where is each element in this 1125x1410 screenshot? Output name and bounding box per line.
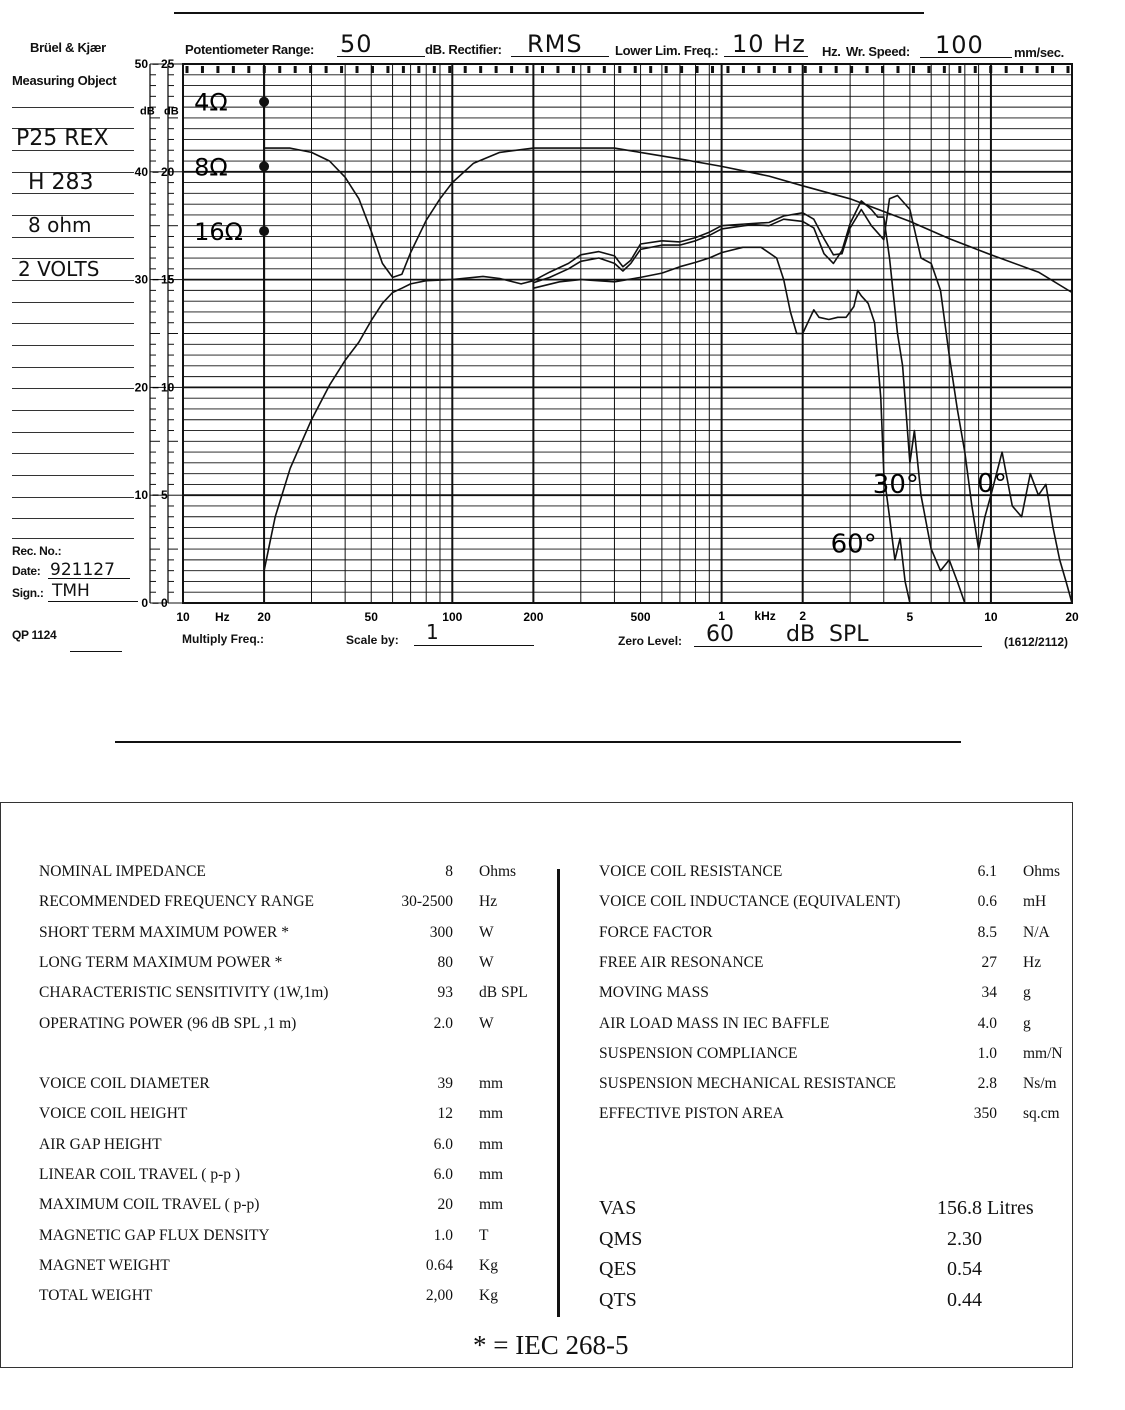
- paper-tick: [958, 66, 961, 73]
- spec-derived-label: VAS: [599, 1197, 637, 1219]
- y-tick-label-right: 10: [161, 380, 175, 395]
- y-tick-label-right: 5: [161, 488, 168, 503]
- lower-lim-label: Lower Lim. Freq.:: [615, 43, 719, 58]
- y-tick-label-left: 30: [134, 272, 148, 287]
- spec-left-value: 2,00: [425, 1287, 453, 1305]
- impedance-marker-dot: [259, 97, 269, 107]
- spec-right-value: 6.1: [977, 863, 997, 880]
- paper-tick: [1005, 66, 1008, 73]
- y-tick-label-dash: −: [152, 380, 160, 395]
- paper-tick: [386, 66, 389, 73]
- spec-right-value: 4.0: [977, 1014, 997, 1032]
- spec-right-label: FORCE FACTOR: [599, 923, 713, 941]
- series-0-line: [264, 196, 1072, 604]
- paper-tick: [603, 66, 606, 73]
- paper-tick: [866, 66, 869, 73]
- spec-left-unit: dB SPL: [479, 984, 528, 1002]
- paper-tick: [201, 66, 204, 73]
- spec-left-value: 30-2500: [401, 893, 453, 911]
- chart-series: [264, 148, 1072, 603]
- zero-level-unit: dB SPL: [786, 622, 869, 647]
- date-value: 921127: [50, 560, 115, 580]
- spec-right-label: VOICE COIL INDUCTANCE (EQUIVALENT): [599, 893, 901, 911]
- spec-right-value: 2.8: [977, 1075, 997, 1093]
- spec-left-value: 80: [437, 953, 453, 971]
- spec-derived-value: 2.30: [947, 1227, 982, 1250]
- angle-annotation: 30°: [872, 470, 919, 501]
- spec-derived-label: QMS: [599, 1227, 643, 1250]
- paper-tick: [541, 66, 544, 73]
- paper-tick: [835, 66, 838, 73]
- spec-left-value: 20: [437, 1196, 453, 1214]
- rec-no-label: Rec. No.:: [12, 544, 62, 558]
- paper-tick: [309, 66, 312, 73]
- spec-right-unit: Ohms: [1023, 863, 1061, 880]
- spec-left-label: OPERATING POWER (96 dB SPL ,1 m): [39, 1014, 297, 1032]
- x-tick-label: 20: [1065, 610, 1079, 624]
- spec-left-unit: Kg: [479, 1287, 498, 1305]
- paper-tick: [989, 66, 992, 73]
- y-tick-label-left: 40: [134, 164, 148, 179]
- spec-right-value: 34: [981, 984, 997, 1002]
- paper-tick: [340, 66, 343, 73]
- pot-range-label: Potentiometer Range:: [185, 42, 315, 57]
- paper-tick: [479, 66, 482, 73]
- lower-lim-value: 10 Hz: [732, 30, 806, 58]
- paper-tick: [927, 66, 930, 73]
- rectifier-value: RMS: [527, 30, 583, 58]
- spec-footnote: * = IEC 268-5: [473, 1330, 629, 1360]
- spec-right-unit: N/A: [1023, 923, 1050, 941]
- paper-tick: [448, 66, 451, 73]
- paper-tick: [649, 66, 652, 73]
- spec-right-unit: mH: [1023, 893, 1047, 911]
- paper-tick: [464, 66, 467, 73]
- chart-impedance-markers: [194, 64, 269, 334]
- spec-left-value: 300: [429, 923, 453, 941]
- spec-left-unit: mm: [479, 1135, 504, 1153]
- spec-right-value: 1.0: [977, 1044, 997, 1062]
- object-line-2: H 283: [28, 170, 94, 195]
- paper-tick: [881, 66, 884, 73]
- form-code: QP 1124: [12, 628, 57, 642]
- paper-tick: [356, 66, 359, 73]
- zero-level-value: 60: [706, 622, 734, 647]
- impedance-marker-label: 4Ω: [194, 88, 228, 117]
- spec-left-unit: mm: [479, 1166, 504, 1183]
- spec-left-label: NOMINAL IMPEDANCE: [39, 863, 206, 880]
- spec-left-label: LINEAR COIL TRAVEL ( p-p ): [39, 1166, 241, 1183]
- y-tick-label-dash: −: [152, 596, 160, 610]
- x-tick-label: 1: [718, 609, 725, 623]
- spec-left-label: TOTAL WEIGHT: [39, 1287, 153, 1305]
- spec-right-value: 350: [973, 1105, 997, 1123]
- spec-left-label: AIR GAP HEIGHT: [39, 1135, 162, 1153]
- paper-tick: [186, 66, 189, 73]
- impedance-marker-label: 16Ω: [194, 218, 243, 247]
- paper-tick: [742, 66, 745, 73]
- date-label: Date:: [12, 564, 41, 578]
- paper-tick: [618, 66, 621, 73]
- zero-level-label: Zero Level:: [618, 634, 683, 648]
- spec-left-unit: T: [479, 1226, 489, 1244]
- y-tick-label-dash: −: [152, 272, 160, 287]
- y-tick-label-left: 50: [134, 57, 148, 71]
- chart-tick-labels: [135, 57, 1079, 624]
- spec-right-unit: g: [1023, 1014, 1031, 1032]
- chart-grid: [183, 64, 1072, 603]
- wr-speed-label: Wr. Speed:: [846, 44, 910, 59]
- y-tick-label-right: 20: [161, 164, 175, 179]
- spec-left-unit: W: [479, 923, 494, 941]
- spec-right-unit: mm/N: [1023, 1044, 1063, 1062]
- y-tick-label-left: 20: [134, 380, 148, 395]
- y-tick-label-right: 0: [161, 596, 168, 610]
- x-tick-label: kHz: [754, 609, 776, 623]
- spec-left-value: 2.0: [433, 1014, 453, 1032]
- paper-tick: [726, 66, 729, 73]
- paper-tick: [804, 66, 807, 73]
- spec-left-label: CHARACTERISTIC SENSITIVITY (1W,1m): [39, 984, 329, 1002]
- paper-tick: [680, 66, 683, 73]
- form-reference: (1612/2112): [1004, 635, 1069, 649]
- spec-divider: [557, 869, 560, 1317]
- sign-value: TMH: [52, 581, 90, 601]
- paper-tick: [232, 66, 235, 73]
- paper-tick: [1051, 66, 1054, 73]
- chart-annotations: [831, 469, 1007, 559]
- spec-right-label: MOVING MASS: [599, 984, 709, 1002]
- paper-tick: [1067, 66, 1070, 73]
- paper-tick: [526, 66, 529, 73]
- x-tick-label: 50: [364, 610, 378, 624]
- spec-left-value: 12: [437, 1105, 453, 1123]
- angle-annotation: 60°: [830, 529, 877, 560]
- pot-range-value: 50: [340, 30, 373, 58]
- paper-tick: [974, 66, 977, 73]
- x-tick-label: Hz: [215, 610, 230, 624]
- y-tick-label-left: 10: [134, 488, 148, 503]
- spec-right-label: SUSPENSION MECHANICAL RESISTANCE: [599, 1075, 897, 1093]
- rectifier-label: dB. Rectifier:: [425, 42, 502, 57]
- spec-derived-value: 0.44: [947, 1288, 982, 1311]
- spec-left-label: MAGNET WEIGHT: [39, 1256, 170, 1274]
- sign-label: Sign.:: [12, 586, 44, 600]
- spec-left-value: 0.64: [425, 1256, 453, 1274]
- spec-left-unit: W: [479, 953, 494, 971]
- y-tick-label-right: 15: [161, 272, 175, 287]
- angle-annotation: 0°: [977, 468, 1007, 499]
- paper-tick: [665, 66, 668, 73]
- spec-left-unit: Hz: [479, 893, 498, 911]
- paper-tick: [1020, 66, 1023, 73]
- x-tick-label: 200: [523, 610, 544, 624]
- paper-tick: [634, 66, 637, 73]
- y-tick-label-right: 25: [161, 57, 175, 71]
- spec-left-value: 39: [437, 1075, 453, 1093]
- spec-left-unit: Kg: [479, 1256, 498, 1274]
- scale-by-value: 1: [426, 620, 439, 644]
- scale-by-underline: [414, 645, 534, 646]
- spec-right-label: VOICE COIL RESISTANCE: [599, 863, 783, 880]
- spec-right-label: SUSPENSION COMPLIANCE: [599, 1044, 798, 1062]
- paper-tick: [896, 66, 899, 73]
- spec-left-unit: mm: [479, 1196, 504, 1214]
- spec-left-value: 6.0: [433, 1166, 453, 1183]
- paper-tick: [850, 66, 853, 73]
- paper-tick: [572, 66, 575, 73]
- paper-tick: [371, 66, 374, 73]
- paper-tick: [819, 66, 822, 73]
- paper-tick: [278, 66, 281, 73]
- x-tick-label: 100: [442, 610, 463, 624]
- spec-left-value: 8: [445, 863, 453, 880]
- wr-speed-value: 100: [935, 31, 984, 59]
- scale-by-label: Scale by:: [346, 633, 399, 647]
- spec-right-label: EFFECTIVE PISTON AREA: [599, 1105, 784, 1123]
- paper-tick: [943, 66, 946, 73]
- paper-tick: [247, 66, 250, 73]
- spec-left-label: VOICE COIL HEIGHT: [39, 1105, 188, 1123]
- impedance-marker-dot: [259, 161, 269, 171]
- x-tick-label: 10: [984, 610, 998, 624]
- spec-left-unit: mm: [479, 1105, 504, 1123]
- paper-tick: [711, 66, 714, 73]
- paper-tick: [417, 66, 420, 73]
- spec-right-unit: Ns/m: [1023, 1075, 1057, 1093]
- spec-derived-label: QES: [599, 1258, 637, 1280]
- paper-tick: [325, 66, 328, 73]
- paper-tick: [495, 66, 498, 73]
- spec-right-unit: Hz: [1023, 953, 1042, 971]
- spec-left-value: 93: [437, 984, 453, 1002]
- y-unit-left: dB: [140, 105, 155, 118]
- spec-left-unit: W: [479, 1014, 494, 1032]
- spec-derived-label: QTS: [599, 1288, 637, 1311]
- paper-tick: [216, 66, 219, 73]
- x-tick-label: 2: [799, 609, 807, 623]
- x-tick-label: 5: [906, 610, 914, 624]
- paper-tick: [912, 66, 915, 73]
- x-tick-label: 10: [176, 610, 190, 624]
- spec-right-unit: sq.cm: [1023, 1105, 1060, 1123]
- paper-tick: [587, 66, 590, 73]
- spec-right-label: FREE AIR RESONANCE: [599, 953, 764, 971]
- spec-left-unit: Ohms: [479, 863, 517, 880]
- spec-left-value: 6.0: [433, 1135, 453, 1153]
- paper-tick: [1036, 66, 1039, 73]
- paper-tick: [294, 66, 297, 73]
- specifications-panel: [0, 802, 1073, 1368]
- spec-right-label: AIR LOAD MASS IN IEC BAFFLE: [599, 1014, 830, 1032]
- spec-right-value: 0.6: [977, 893, 997, 911]
- wr-speed-unit: mm/sec.: [1014, 45, 1064, 60]
- paper-tick: [556, 66, 559, 73]
- object-line-4: 2 VOLTS: [18, 257, 100, 281]
- y-tick-label-dash: −: [152, 57, 160, 71]
- object-line-1: P25 REX: [16, 126, 109, 151]
- paper-tick: [510, 66, 513, 73]
- spec-derived-value: 156.8 Litres: [937, 1197, 1034, 1219]
- paper-tick: [402, 66, 405, 73]
- spec-left-label: SHORT TERM MAXIMUM POWER *: [39, 923, 289, 941]
- spec-left-value: 1.0: [433, 1226, 453, 1244]
- impedance-marker-label: 8Ω: [194, 153, 228, 182]
- x-tick-label: 20: [257, 610, 271, 624]
- spec-left-label: VOICE COIL DIAMETER: [39, 1075, 210, 1093]
- paper-tick: [773, 66, 776, 73]
- paper-tick: [696, 66, 699, 73]
- spec-left-label: RECOMMENDED FREQUENCY RANGE: [39, 893, 314, 911]
- chart-axes: [140, 64, 184, 603]
- spec-left-unit: mm: [479, 1075, 504, 1093]
- x-tick-label: 500: [630, 610, 651, 624]
- spec-right-value: 27: [981, 953, 997, 971]
- y-tick-label-dash: −: [152, 164, 160, 179]
- paper-tick: [788, 66, 791, 73]
- spec-left-label: MAGNETIC GAP FLUX DENSITY: [39, 1226, 270, 1244]
- middle-rule: [115, 741, 961, 743]
- spec-right-value: 8.5: [977, 923, 997, 941]
- object-line-3: 8 ohm: [28, 213, 92, 237]
- impedance-marker-dot: [259, 226, 269, 236]
- brand-label: Brüel & Kjær: [30, 40, 106, 55]
- spec-left-label: LONG TERM MAXIMUM POWER *: [39, 953, 283, 971]
- spec-left-label: MAXIMUM COIL TRAVEL ( p-p): [39, 1196, 260, 1214]
- y-tick-label-dash: −: [152, 488, 160, 503]
- spec-right-unit: g: [1023, 984, 1031, 1002]
- measuring-object-label: Measuring Object: [12, 73, 117, 88]
- hz-label: Hz.: [822, 44, 841, 59]
- y-unit-right: dB: [164, 105, 179, 118]
- paper-tick: [433, 66, 436, 73]
- multiply-freq-label: Multiply Freq.:: [182, 632, 264, 646]
- y-tick-label-left: 0: [141, 596, 148, 610]
- paper-tick: [757, 66, 760, 73]
- spec-derived-value: 0.54: [947, 1258, 982, 1280]
